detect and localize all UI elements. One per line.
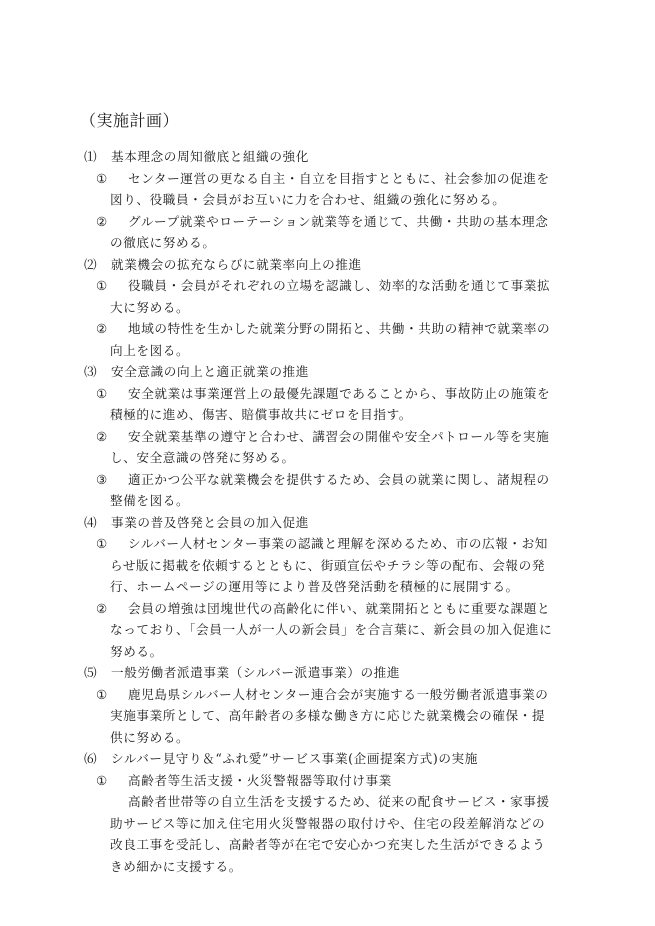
item-text-line: 実施事業所として、高年齢者の多様な働き方に応じた就業機会の確保・提 [110, 708, 546, 723]
item-marker: ① [96, 170, 108, 186]
section-title: 事業の普及啓発と会員の加入促進 [111, 514, 309, 530]
item-text-line: 安全就業基準の遵守と合わせ、講習会の開催や安全パトロール等を実施 [128, 428, 550, 444]
item-text-line: の徹底に努める。 [110, 235, 216, 250]
item-text-line: 鹿児島県シルバー人材センター連合会が実施する一般労働者派遣事業の [128, 686, 549, 702]
item-text-line: 向上を図る。 [110, 342, 190, 358]
item-text-line: センター運営の更なる自主・自立を目指すとともに、社会参加の促進を [128, 170, 550, 186]
section-number: ⑹ [84, 751, 97, 766]
item-text-line: らせ版に掲載を依頼するとともに、街頭宣伝やチラシ等の配布、会報の発 [110, 557, 546, 573]
item-marker: ① [96, 536, 108, 551]
item-text-line: 努める。 [110, 643, 163, 659]
section-title: 基本理念の周知徹底と組織の強化 [111, 149, 309, 164]
item-text-line: 供に努める。 [110, 729, 190, 745]
section-number: ⑷ [84, 514, 97, 530]
item-marker: ① [96, 385, 108, 401]
item-text-line: 大に努める。 [110, 299, 190, 315]
item-marker: ② [96, 321, 108, 336]
item-text-line: 整備を図る。 [110, 493, 190, 508]
item-text-line: なっており、「会員一人が一人の新会員」を合言葉に、新会員の加入促進に [110, 622, 553, 637]
item-marker: ② [96, 428, 108, 444]
item-text-line: 改良工事を受託し、高齢者等が在宅で安心かつ充実した生活ができるよう [110, 837, 546, 852]
item-marker: ② [96, 213, 108, 229]
section-title: 一般労働者派遣事業（シルバー派遣事業）の推進 [111, 665, 401, 680]
item-text-line: 積極的に進め、傷害、賠償事故共にゼロを目指す。 [110, 407, 412, 422]
item-text-line: 会員の増強は団塊世代の高齢化に伴い、就業開拓とともに重要な課題と [128, 600, 551, 616]
section-number: ⑴ [84, 149, 97, 164]
item-text-line: 高齢者世帯等の自立生活を支援するため、従来の配食サービス・家事援 [128, 794, 550, 809]
item-marker: ③ [96, 471, 108, 487]
item-text-line: 助サービス等に加え住宅用火災警報器の取付けや、住宅の段差解消などの [110, 815, 546, 831]
section-title: 安全意識の向上と適正就業の推進 [111, 364, 309, 379]
item-marker: ① [96, 278, 108, 293]
section-title: 就業機会の拡充ならびに就業率向上の推進 [111, 256, 362, 272]
item-text-line: 図り、役職員・会員がお互いに力を合わせ、組織の強化に努める。 [110, 192, 506, 207]
item-text-line: 行、ホームページの運用等により普及啓発活動を積極的に展開する。 [110, 579, 519, 594]
item-text-line: 役職員・会員がそれぞれの立場を認識し、効率的な活動を通じて事業拡 [128, 278, 551, 293]
section-number: ⑶ [84, 364, 97, 379]
item-text-line: 安全就業は事業運営上の最優先課題であることから、事故防止の施策を [128, 385, 551, 401]
section-number: ⑸ [84, 665, 97, 680]
item-marker: ① [96, 686, 108, 702]
item-marker: ① [96, 772, 108, 788]
page-heading: （実施計画） [80, 111, 180, 130]
item-text-line: し、安全意識の啓発に努める。 [110, 450, 295, 465]
item-text-line: グループ就業やローテーション就業等を通じて、共働・共助の基本理念 [128, 213, 549, 229]
item-text-line: きめ細かに支援する。 [110, 858, 242, 874]
section-title: シルバー見守り＆“ふれ愛”サービス事業(企画提案方式)の実施 [111, 751, 478, 766]
section-number: ⑵ [84, 256, 97, 272]
item-marker: ② [96, 600, 108, 616]
item-text-line: 適正かつ公平な就業機会を提供するため、会員の就業に関し、諸規程の [128, 471, 550, 487]
item-text-line: 高齢者等生活支援・火災警報器等取付け事業 [128, 772, 392, 788]
item-text-line: シルバー人材センター事業の認識と理解を深めるため、市の広報・お知 [128, 536, 548, 551]
item-text-line: 地域の特性を生かした就業分野の開拓と、共働・共助の精神で就業率の [128, 321, 551, 336]
